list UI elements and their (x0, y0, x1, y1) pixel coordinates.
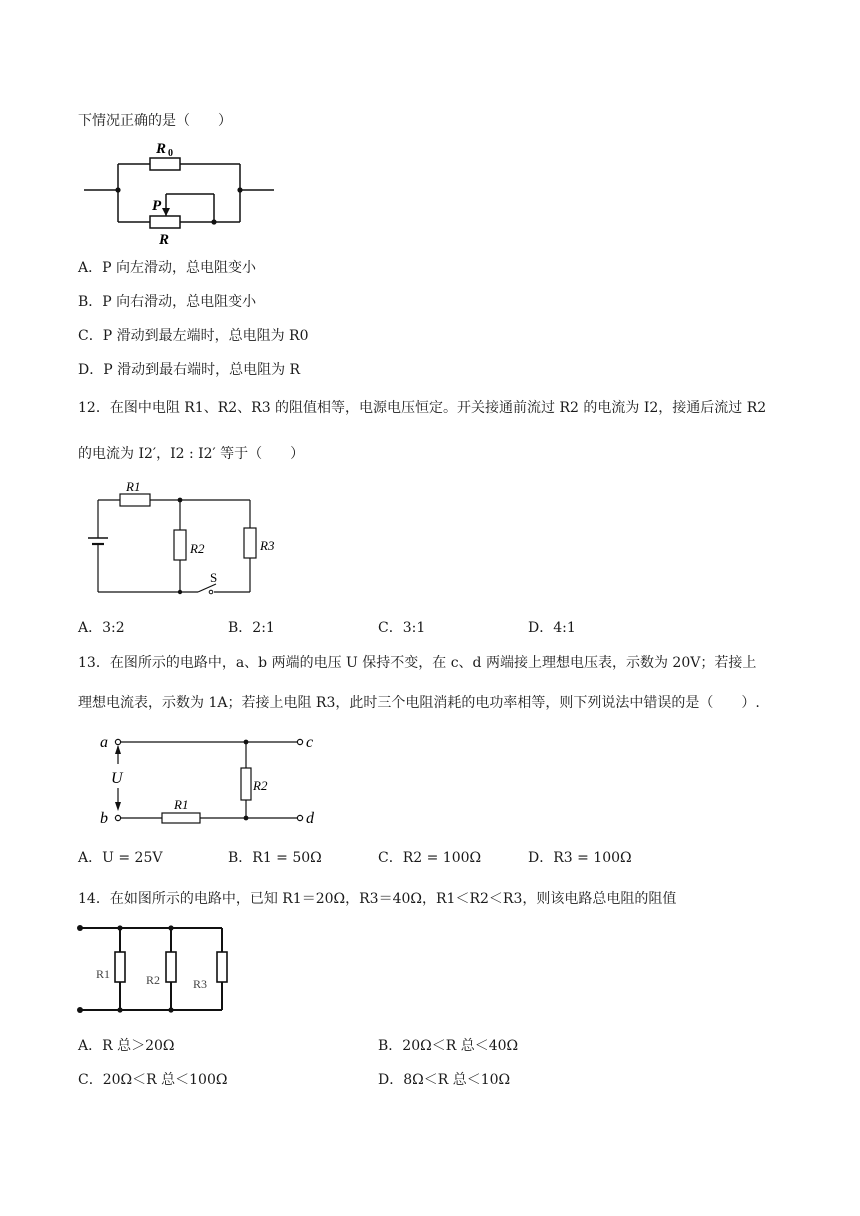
q13-option-b: B．R1 = 50Ω (228, 850, 322, 866)
q13-option-c: C．R2 = 100Ω (378, 850, 482, 866)
q14-r2-resistor (166, 952, 176, 982)
q14-option-c: C．20Ω＜R 总＜100Ω (78, 1072, 228, 1088)
q12-switch-s (198, 584, 216, 592)
q13-r1-resistor (162, 813, 200, 823)
q14-label-r3: R3 (193, 977, 208, 991)
q14-option-b: B．20Ω＜R 总＜40Ω (378, 1038, 519, 1054)
q12-stem-line-2: 的电流为 I2′，I2 : I2′ 等于（ ） (78, 446, 305, 462)
q13-label-d: d (306, 810, 314, 827)
q13-option-a: A．U = 25V (78, 850, 163, 866)
q13-option-d: D．R3 = 100Ω (528, 850, 632, 866)
q12-option-a: A．3:2 (78, 620, 125, 636)
q11-label-r: R (159, 232, 170, 248)
q13-label-r2: R2 (253, 778, 268, 793)
q11-label-p: P (152, 198, 162, 214)
q11-r-rheostat (150, 216, 180, 228)
q13-label-c: c (306, 734, 314, 751)
q12-label-r1: R1 (126, 480, 141, 494)
q11-option-b: B．P 向右滑动，总电阻变小 (78, 294, 257, 310)
q14-label-r1: R1 (96, 967, 111, 981)
q11-circuit-figure (84, 136, 284, 248)
q12-label-r3: R3 (260, 538, 275, 553)
q13-stem-line-2: 理想电流表，示数为 1A；若接上电阻 R3，此时三个电阻消耗的电功率相等，则下列说法中错误的是（ ）. (78, 695, 760, 711)
q13-label-u: U (111, 770, 123, 787)
q11-label-r0-sub: 0 (168, 148, 173, 159)
q11-stem-tail: 下情况正确的是（ ） (78, 113, 232, 129)
q12-r3-resistor (244, 528, 256, 558)
q14-option-d: D．8Ω＜R 总＜10Ω (378, 1072, 511, 1088)
q12-option-c: C．3:1 (378, 620, 426, 636)
q12-stem-line-1: 12．在图中电阻 R1、R2、R3 的阻值相等，电源电压恒定。开关接通前流过 R2 的电流为 I2，接通后流过 R2 (78, 400, 767, 416)
q14-circuit-figure (76, 920, 236, 1020)
q14-r3-resistor (217, 952, 227, 982)
q13-r2-resistor (241, 768, 251, 800)
q12-r1-resistor (120, 494, 150, 506)
q14-option-a: A．R 总＞20Ω (78, 1038, 175, 1054)
q14-label-r2: R2 (146, 973, 161, 987)
q13-stem-line-1: 13．在图所示的电路中，a、b 两端的电压 U 保持不变，在 c、d 两端接上理想电压表，示数为 20V；若接上 (78, 655, 757, 671)
q11-label-r0: R (156, 141, 167, 157)
q12-label-s: S (210, 570, 218, 585)
q12-option-d: D．4:1 (528, 620, 576, 636)
q11-slider-arrow-icon (162, 208, 170, 216)
q11-option-d: D．P 滑动到最右端时，总电阻为 R (78, 362, 301, 378)
q11-option-a: A．P 向左滑动，总电阻变小 (78, 260, 256, 276)
q12-option-b: B．2:1 (228, 620, 275, 636)
q12-r2-resistor (174, 530, 186, 560)
q13-circuit-figure (96, 730, 326, 832)
q13-label-a: a (100, 734, 108, 751)
q13-u-arrow-up-icon (115, 745, 121, 754)
q13-u-arrow-down-icon (115, 802, 121, 811)
q14-r1-resistor (115, 952, 125, 982)
q11-r0-resistor (150, 158, 180, 170)
q12-label-r2: R2 (190, 541, 205, 556)
q13-label-b: b (100, 810, 108, 827)
q11-option-c: C．P 滑动到最左端时，总电阻为 R0 (78, 328, 309, 344)
q12-circuit-figure (86, 480, 286, 602)
q13-label-r1: R1 (174, 797, 189, 812)
q14-stem-line-1: 14．在如图所示的电路中，已知 R1＝20Ω，R3＝40Ω，R1＜R2＜R3，则该电路总电阻的阻值 (78, 891, 677, 907)
